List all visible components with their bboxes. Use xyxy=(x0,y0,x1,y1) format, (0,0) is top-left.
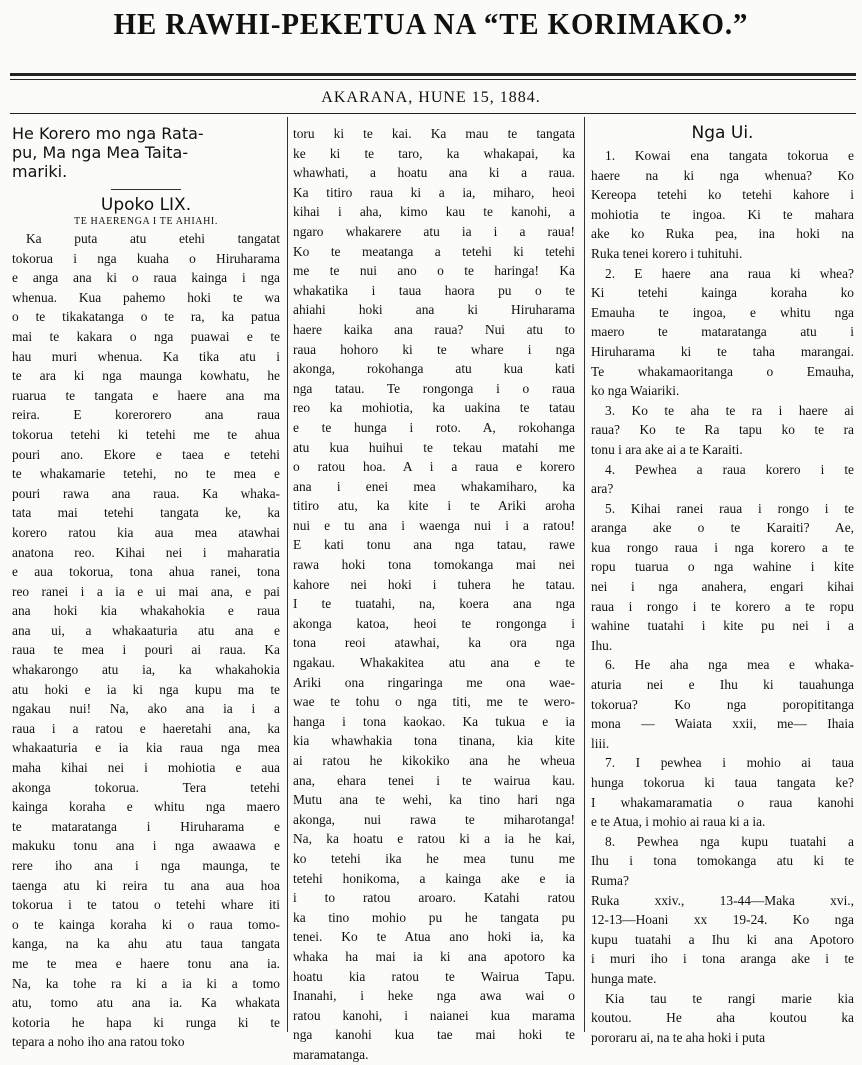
dateline: AKARANA, HUNE 15, 1884. xyxy=(321,89,541,106)
text-line: whenua. Kua pahemo hoki te wa xyxy=(12,289,280,305)
text-line: ratou kanohi, i naianei kua marama xyxy=(293,1007,575,1023)
text-line: tenei. Ko te Atua ano hoki ia, ka xyxy=(293,929,575,945)
text-line: ana i enei mea whakamiharo, ka xyxy=(293,478,575,494)
text-line: aturia nei e Ihu ki tauahunga xyxy=(591,677,854,693)
text-line: o ratou hoa. A i a raua e korero xyxy=(293,459,575,475)
masthead-title: HE RAWHI-PEKETUA NA “TE KORIMAKO.” xyxy=(113,6,749,41)
text-line: Hiruharama ki te taha marangai. xyxy=(591,343,854,359)
text-line: tokorua tetehi ki tetehi me te ahua xyxy=(12,426,280,442)
text-line: te whakamarie tetehi, no te mea e xyxy=(12,466,280,482)
text-line: mai te kakara o nga puawai e te xyxy=(12,328,280,344)
text-line: toru ki te kai. Ka mau te tangata xyxy=(293,126,575,141)
column-story-continued xyxy=(293,124,575,1062)
text-line: ruarua te tangata e haere ana ma xyxy=(12,387,280,403)
text-line: hunga mate. xyxy=(591,970,657,986)
text-line: 4. Pewhea a raua korero i te xyxy=(605,461,854,477)
text-line: Ka titiro raua ki a ia, miharo, heoi xyxy=(293,184,575,200)
text-line: me te nui ano o te haringa! Ka xyxy=(293,263,575,279)
text-line: mohiotia te ingoa. Ki te mahara xyxy=(591,206,854,222)
text-line: pouri ano. Ekore e taea e tetehi xyxy=(12,446,280,462)
text-line: wae te tohu o nga titi, me te wero- xyxy=(293,694,575,710)
text-line: Inanahi, i heke nga awa wai o xyxy=(293,988,575,1004)
text-line: kupu tuatahi a Ihu ki ana Apotoro xyxy=(591,931,854,947)
text-line: Na, ka hoatu e ratou ki a ia he kai, xyxy=(293,831,575,847)
text-line: me te mea e haere tonu ana ia. xyxy=(12,955,280,971)
text-line: rere iho ana i nga maunga, te xyxy=(12,858,280,873)
text-line: whawhati, a hoatu ana ki a raua. xyxy=(293,165,575,181)
text-line: 6. He aha nga mea e whaka- xyxy=(605,657,854,673)
text-line: i muri iho i tona aranga ake i te xyxy=(591,951,854,967)
text-line: o te kainga koraha ki o raua tomo- xyxy=(12,916,280,932)
text-line: liii. xyxy=(591,735,610,751)
text-line: hau muri whenua. Ka tika atu i xyxy=(12,348,280,364)
text-line: nga tatau. Te rongonga i o raua xyxy=(293,380,575,396)
text-line: e te Atua, i mohio ai raua ki a ia. xyxy=(591,814,766,830)
text-line: ko tetehi ika he mea tunu me xyxy=(293,850,575,866)
text-line: kua rongo raua i nga korero a te xyxy=(591,539,854,555)
text-line: ngakau nui! Na, ako ana ia i a xyxy=(12,701,280,717)
text-line: e te hunga i roto. A, rokohanga xyxy=(293,419,575,435)
questions-body xyxy=(591,146,854,1047)
text-line: taenga atu ki reira tu ana aua hoa xyxy=(12,877,280,893)
text-line: mona — Waiata xxii, me— Ihaia xyxy=(591,716,854,732)
story-body xyxy=(12,229,280,1052)
text-line: tona reoi atawhai, ka ora nga xyxy=(293,635,575,651)
text-line: ka tino mohio pu he tangata pu xyxy=(293,909,575,925)
text-line: rawa hoki tona tomokanga mai nei xyxy=(293,557,575,573)
text-line: I te tuatahi, na, koera ana nga xyxy=(293,596,575,612)
text-line: Te whakamaoritanga o Emauha, xyxy=(591,363,854,379)
story-body-continued xyxy=(293,124,575,1065)
text-line: 1. Kowai ena tangata tokorua e xyxy=(605,148,854,163)
text-line: ana, ehara tenei i te wairua kau. xyxy=(293,772,575,788)
text-line: kia whawhakia tona tinana, kia kite xyxy=(293,733,575,749)
text-line: haere na ki nga whenua? Ko xyxy=(591,167,854,183)
text-line: Ko te meatanga a tetehi ki tetehi xyxy=(293,243,575,259)
text-line: o te tikakatanga o te ra, ka patua xyxy=(12,309,280,325)
text-line: hanga i tona kaokao. Ka tukua e ia xyxy=(293,713,575,729)
text-line: ahiahi hoki ana ki Hiruharama xyxy=(293,302,575,318)
text-line: pororaru ai, na te aha hoki i puta xyxy=(591,1029,766,1045)
text-line: raua? Ko te Ra tapu ko te ra xyxy=(591,422,854,438)
text-line: makuku tonu ana i nga awaawa e xyxy=(12,838,280,854)
text-line: kanga, na ka ahu atu taua tangata xyxy=(12,936,280,952)
text-line: Mutu ana te wehi, ka tino hari nga xyxy=(293,792,575,808)
text-line: 5. Kihai ranei raua i rongo i te xyxy=(605,500,854,516)
text-line: te mataratanga i Hiruharama e xyxy=(12,818,280,834)
text-line: Emauha te ingoa, e whitu nga xyxy=(591,304,854,320)
text-line: ngaro whakarere atu ia i a raua! xyxy=(293,223,575,239)
text-line: tonu i ara ake ai a te Karaiti. xyxy=(591,441,743,457)
text-line: atu kua huihui te tekau matahi me xyxy=(293,439,575,455)
masthead-rule-thick xyxy=(10,73,856,76)
text-line: ana hoki kia whakahokia e raua xyxy=(12,603,280,619)
text-line: akonga tokorua. Tera tetehi xyxy=(12,779,280,795)
text-line: atu, tomo atu ana ia. Ka whakata xyxy=(12,995,280,1011)
text-line: whakatika i taua haora pu o te xyxy=(293,282,575,298)
story-heading-line: pu, Ma nga Mea Taita- xyxy=(12,143,189,162)
text-line: koutou. He aha koutou ka xyxy=(591,1010,854,1026)
text-line: whakarongo atu ia, ka whakahokia xyxy=(12,662,280,678)
text-line: Ka puta atu etehi tangatat xyxy=(26,231,280,246)
text-line: Ariki ona ringaringa me ona wae- xyxy=(293,674,575,690)
column-divider-2 xyxy=(584,117,585,1032)
text-line: Ihu. xyxy=(591,637,613,653)
text-line: tata mai tetehi tangata ke, ka xyxy=(12,505,280,521)
text-line: Ruma? xyxy=(591,872,629,888)
text-line: Kereopa tetehi ko tetehi kahore i xyxy=(591,187,854,203)
text-line: maero te mataratanga atu i xyxy=(591,324,854,340)
text-line: reo ranei i a ia e ui mai ana, e pai xyxy=(12,583,280,599)
text-line: whakaaturia e ia kia raua nga mea xyxy=(12,740,280,756)
text-line: korero ratou kia aua mea atawhai xyxy=(12,524,280,540)
text-line: akonga, rokohanga atu kua kati xyxy=(293,361,575,377)
text-line: tokorua? Ko nga poropititanga xyxy=(591,696,854,712)
text-line: E kati tonu ana nga tatau, rawe xyxy=(293,537,575,553)
story-heading-line: mariki. xyxy=(12,162,68,181)
text-line: 7. I pewhea i mohio ai taua xyxy=(605,755,854,771)
text-line: ko nga Waiariki. xyxy=(591,383,680,399)
text-line: Ruka tenei korero i tuhituhi. xyxy=(591,245,743,261)
text-line: Na, ka tohe ra ki a ia ki a tomo xyxy=(12,975,280,991)
text-line: kihai i aha, kimo kau te kanohi, a xyxy=(293,204,575,220)
text-line: 2. E haere ana raua ki whea? xyxy=(605,265,854,281)
dateline-rule xyxy=(10,113,856,114)
text-line: te ara ki nga maunga kowhatu, he xyxy=(12,368,280,384)
text-line: Ruka xxiv., 13-44—Maka xvi., xyxy=(591,892,854,908)
text-line: haere kaika ana raua? Nui atu to xyxy=(293,321,575,337)
text-line: 3. Ko te aha te ra i haere ai xyxy=(605,402,854,418)
text-line: ake ko Ruka pea, ina hoki na xyxy=(591,226,854,242)
text-line: kainga koraha e whitu nga maero xyxy=(12,799,280,815)
text-line: nei i nga anahera, engari kihai xyxy=(591,579,854,595)
column-divider-1 xyxy=(287,117,288,1032)
text-line: nui e tu ana i waenga nui i a ratou! xyxy=(293,517,575,533)
text-line: reo ka mohiotia, ka uakina te tatau xyxy=(293,400,575,416)
text-line: titiro atu, ka kite i te Ariki aroha xyxy=(293,498,575,514)
text-line: pouri rawa ana raua. Ka whaka- xyxy=(12,485,280,501)
text-line: 8. Pewhea nga kupu tuatahi a xyxy=(605,833,854,849)
text-line: atu hoki e ia ki nga kupu ma te xyxy=(12,681,280,697)
text-line: raua te mea i pouri ai raua. Ka xyxy=(12,642,280,658)
text-line: Ihu i tona tomokanga atu ki te xyxy=(591,853,854,869)
text-line: raua i rongo i te korero a te ropu xyxy=(591,598,854,614)
column-story xyxy=(12,124,280,1050)
text-line: akonga, nui rawa te miharotanga! xyxy=(293,811,575,827)
text-line: aranga ake o te Karaiti? Ae, xyxy=(591,520,854,536)
text-line: hunga tokorua ki taua tangata ke? xyxy=(591,775,854,790)
questions-heading: Nga Ui. xyxy=(691,123,754,143)
text-line: kahore nei hoki i tuhera he tatau. xyxy=(293,576,575,592)
text-line: tetehi honikoma, a kainga ake e ia xyxy=(293,870,575,886)
text-line: e anga ana ki o raua kainga i nga xyxy=(12,270,280,286)
text-line: ai ratou he kikokiko ana he wheua xyxy=(293,753,575,768)
story-heading-line: He Korero mo nga Rata- xyxy=(12,124,204,143)
text-line: 12-13—Hoani xx 19-24. Ko nga xyxy=(591,912,854,928)
column-questions xyxy=(591,123,854,1045)
text-line: ke ki te taro, ka whakapai, ka xyxy=(293,145,575,161)
text-line: akonga katoa, heoi te rongonga i xyxy=(293,615,575,631)
chapter-heading: Upoko LIX. xyxy=(100,195,192,215)
text-line: wahine tuatahi i kite pu nei i a xyxy=(591,618,854,634)
text-line: raua hohoro ki te whare i nga xyxy=(293,341,575,357)
text-line: Kia tau te rangi marie kia xyxy=(605,990,854,1006)
text-line: e aua tokorua, tona ahua ranei, tona xyxy=(12,564,280,580)
text-line: Ki tetehi kainga koraha ko xyxy=(591,285,854,301)
text-line: raua i a ratou e haeretahi ana, ka xyxy=(12,720,280,736)
chapter-subheading: TE HAERENGA I TE AHIAHI. xyxy=(74,216,218,227)
text-line: nga kanohi kua tae mai hoki te xyxy=(293,1027,575,1043)
text-line: ara? xyxy=(591,481,614,497)
text-line: anatona reo. Kihai nei i maharatia xyxy=(12,544,280,560)
text-line: i to ratou aroaro. Katahi ratou xyxy=(293,890,575,906)
text-line: maramatanga. xyxy=(293,1046,369,1062)
text-line: maha kihai nei i mohiotia e aua xyxy=(12,760,280,776)
text-line: ngakau. Whakakitea atu ana e te xyxy=(293,655,575,671)
text-line: kotoria he hapa ki runga ki te xyxy=(12,1014,280,1030)
masthead-rule-thin xyxy=(10,79,856,80)
text-line: hoatu kia ratou te Wairua Tapu. xyxy=(293,968,575,984)
text-line: I whakamaramatia o raua kanohi xyxy=(591,794,854,810)
text-line: tepara a noho iho ana ratou toko xyxy=(12,1034,185,1050)
text-line: ana ui, a whakaaturia atu ana e xyxy=(12,622,280,638)
text-line: ropu tuarua o nga wahine i kite xyxy=(591,559,854,575)
text-line: tokorua i te tatou o tetehi whare iti xyxy=(12,897,280,913)
text-line: whaka ha mai ia ki ana apotoro ka xyxy=(293,948,575,964)
text-line: reira. E korerorero ana raua xyxy=(12,407,280,423)
text-line: tokorua i nga kuaha o Hiruharama xyxy=(12,250,280,266)
heading-divider xyxy=(111,189,181,190)
